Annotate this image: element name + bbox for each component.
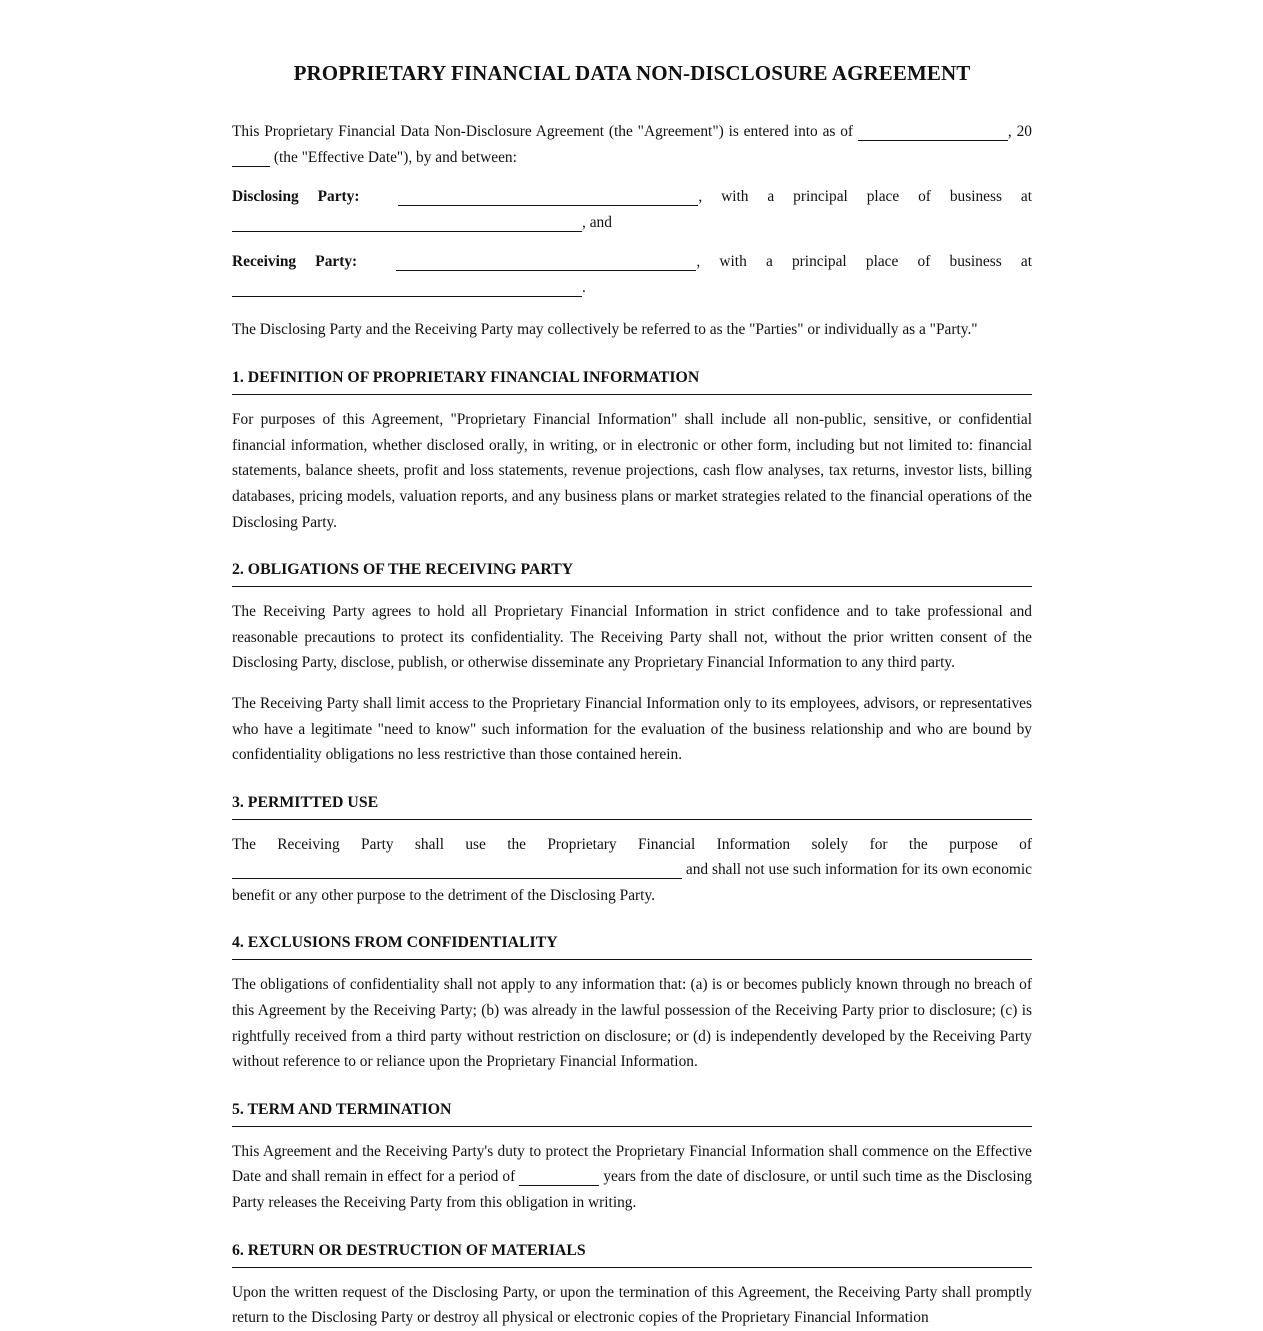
section-4-heading: 4. EXCLUSIONS FROM CONFIDENTIALITY	[232, 933, 1032, 960]
receiving-party-end: .	[582, 278, 586, 296]
section-5-text-after: years from the date of disclosure, or until such time as the Disclosing Party releases the Receiving Party from this obligation in writing.	[232, 1168, 1032, 1212]
term-years-blank[interactable]	[519, 1167, 599, 1186]
section-1-heading: 1. DEFINITION OF PROPRIETARY FINANCIAL INFORMATION	[232, 368, 1032, 395]
section-3-text-after: and shall not use such information for its own economic benefit or any other purpose to the detriment of the Disclosing Party.	[232, 861, 1032, 904]
effective-date-blank[interactable]	[858, 122, 1008, 141]
section-5-body	[232, 1139, 1032, 1216]
intro-text-before: This Proprietary Financial Data Non-Disclosure Agreement (the "Agreement") is entered into as of	[232, 123, 854, 140]
disclosing-party-end: , and	[582, 213, 612, 231]
receiving-party-label: Receiving Party:	[232, 253, 358, 271]
section-3-text-before: The Receiving Party shall use the Proprietary Financial Information solely for the purpose of	[232, 835, 1032, 853]
section-4-body: The obligations of confidentiality shall not apply to any information that: (a) is or becomes publicly known through no breach of this Agreement by the Receiving Party; (b) was already in the lawful possession of the Receiving Party prior to disclosure; (c) is rightfully received from a third party without restriction on disclosure; or (d) is independently developed by the Receiving Party without reference to or reliance upon the Proprietary Financial Information.	[232, 976, 1032, 1071]
disclosing-party-label: Disclosing Party:	[232, 188, 360, 206]
disclosing-party-address-blank[interactable]	[232, 213, 582, 232]
disclosing-party-middle: , with a principal place of business at	[698, 188, 1032, 206]
collective-paragraph: The Disclosing Party and the Receiving Party may collectively be referred to as the "Parties" or individually as a "Party."	[232, 320, 978, 338]
section-6-body: Upon the written request of the Disclosing Party, or upon the termination of this Agreement, the Receiving Party shall promptly return to the Disclosing Party or destroy all physical or electronic copies of the Proprietary Financial Information	[232, 1283, 1032, 1327]
intro-comma: ,	[1007, 123, 1012, 140]
agreement-page	[232, 0, 1032, 1331]
receiving-party-paragraph	[232, 249, 1032, 300]
receiving-party-middle: , with a principal place of business at	[696, 253, 1032, 271]
intro-paragraph	[232, 119, 1032, 170]
receiving-party-address-blank[interactable]	[232, 278, 582, 297]
disclosing-party-name-blank[interactable]	[398, 187, 698, 206]
year-prefix: 20	[1016, 123, 1032, 140]
section-5-heading: 5. TERM AND TERMINATION	[232, 1100, 1032, 1127]
permitted-purpose-blank[interactable]	[232, 860, 682, 879]
section-3-heading: 3. PERMITTED USE	[232, 793, 1032, 820]
document-title: PROPRIETARY FINANCIAL DATA NON-DISCLOSURE AGREEMENT	[293, 61, 971, 85]
receiving-party-name-blank[interactable]	[396, 252, 696, 271]
section-3-body	[232, 832, 1032, 909]
section-5-text-before: This Agreement and the Receiving Party's duty to protect the Proprietary Financial Information shall commence on the Effective Date and shall remain in effect for a period of	[232, 1142, 1032, 1186]
section-2-body-1: The Receiving Party agrees to hold all Proprietary Financial Information in strict confidence and to take professional and reasonable precautions to protect its confidentiality. The Receiving Party shall not, without the prior written consent of the Disclosing Party, disclose, publish, or otherwise disseminate any Proprietary Financial Information to any third party.	[232, 603, 1032, 672]
effective-year-blank[interactable]	[232, 148, 270, 167]
section-1-body: For purposes of this Agreement, "Proprietary Financial Information" shall include all non-public, sensitive, or confidential financial information, whether disclosed orally, in writing, or in electronic or other form, including but not limited to: financial statements, balance sheets, profit and loss statements, revenue projections, cash flow analyses, tax returns, investor lists, billing databases, pricing models, valuation reports, and any business plans or market strategies related to the financial operations of the Disclosing Party.	[232, 411, 1032, 531]
section-2-body-2: The Receiving Party shall limit access to the Proprietary Financial Information only to its employees, advisors, or representatives who have a legitimate "need to know" such information for the evaluation of the business relationship and who are bound by confidentiality obligations no less restrictive than those contained herein.	[232, 694, 1032, 764]
intro-text-after: (the "Effective Date"), by and between:	[273, 148, 517, 166]
section-2-heading: 2. OBLIGATIONS OF THE RECEIVING PARTY	[232, 560, 1032, 587]
section-6-heading: 6. RETURN OR DESTRUCTION OF MATERIALS	[232, 1241, 1032, 1268]
disclosing-party-paragraph	[232, 184, 1032, 235]
